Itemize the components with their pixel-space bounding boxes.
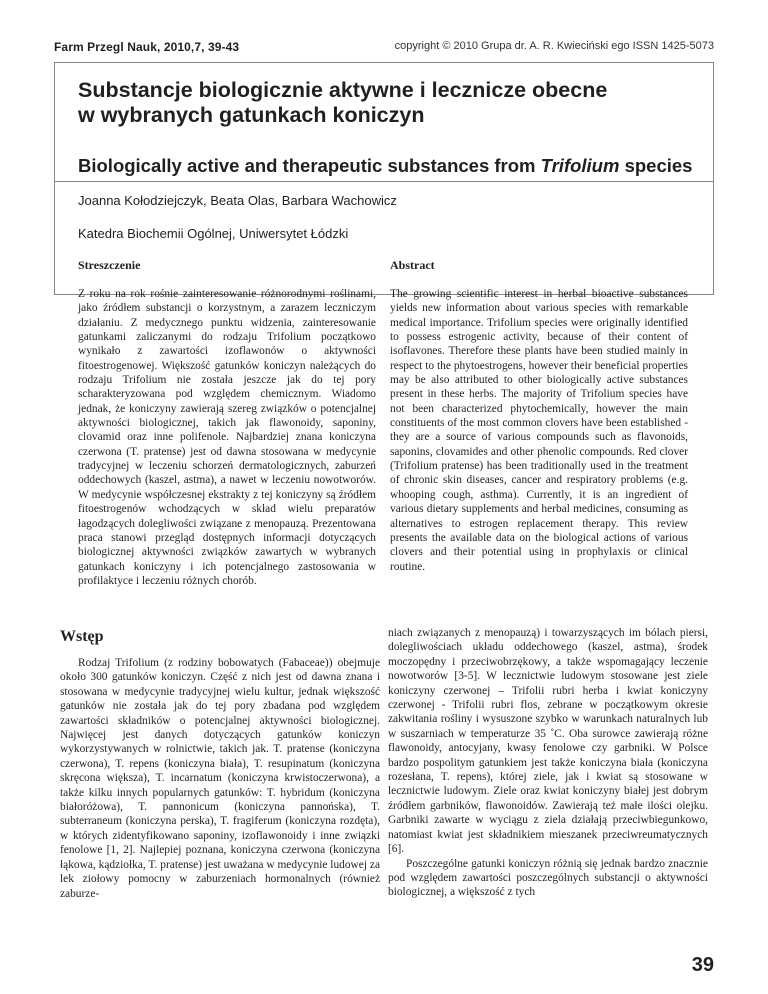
section-heading-intro: Wstęp bbox=[60, 628, 104, 645]
abstract-polish-text: Z roku na rok rośnie zainteresowanie różnorodnymi roślinami, jako źródłem substancji o korzystnym, a zarazem leczniczym działaniu. Z medycznego punktu widzenia, zainteresowanie gatunkami zaliczanymi do rodzaju Trifolium początkowo wynikało z zawartości izoflawonów o aktywności fitoestrogenowej. Większość gatunków koniczyn należących do rodzaju Trifolium nie została jeszcze jak do tej pory scharakteryzowana pod względem chemicznym. Wiadomo jednak, że koniczyny zawierają szereg związków o potencjalnej aktywności biologicznej, takich jak flawonoidy, saponiny, clovamid oraz inne polifenole. Najbardziej znana koniczyna czerwona (T. pratense) jest od dawna stosowana w medycynie tradycyjnej w leczeniu schorzeń dermatologicznych, zaburzeń oddechowych (kaszel, astma), a nawet w leczeniu nowotworów. W medycynie współczesnej ekstrakty z tej koniczyny są źródłem fitoestrogenów wchodzących w skład wielu preparatów łagodzących dolegliwości związane z menopauzą. Prezentowana praca stanowi przegląd dostępnych informacji dotyczących biologicznej aktywności związków zawartych w wybranych gatunkach koniczyny i ich potencjalnego zastosowania w profilaktyce i leczeniu różnych chorób. bbox=[78, 288, 376, 587]
abstract-english-heading: Abstract bbox=[390, 258, 435, 272]
abstract-polish-heading: Streszczenie bbox=[78, 258, 141, 272]
page-number: 39 bbox=[691, 954, 714, 976]
title-polish bbox=[78, 78, 698, 128]
divider bbox=[54, 181, 714, 182]
abstract-english-text: The growing scientific interest in herbal bioactive substances yields new information about various species with remarkable medical importance. Trifolium species were originally identified to possess estrogenic activity, because of their content of isoflavones. Therefore these plants have been studied mainly in respect to the phytoestrogens, however their beneficial properties may be also attributed to other biologically active substances present in these herbs. The majority of Trifolium species have not been characterized phytochemically, however the main constituents of the most common clovers have been established - they are a source of various compounds such as flavonoids, saponins, clovamides and other phenolic compounds. Red clover (Trifolium pratense) has been traditionally used in the treatment of chronic skin diseases, cancer and respiratory problems (e.g. whooping cough, asthma). Currently, it is an ingredient of various dietary supplements and herbal medicines, consuming as alternatives to estrogen replacement therapy. This review presents the available data on the biological actions of various clovers and their potential using in prophylaxis or clinical routine. bbox=[390, 288, 688, 573]
paragraph: Rodzaj Trifolium (z rodziny bobowatych (Fabaceae)) obejmuje około 300 gatunków koniczyn. Część z nich jest od dawna znana i stosowana w medycynie tradycyjnej wielu kultur, jednak większość gatunków nie została jak do tej pory zbadana pod względem zawartości składników o potencjalnej aktywności biologicznej. Najwięcej jest danych dotyczących gatunków koniczyn wykorzystywanych w rolnictwie, takich jak. T. pratense (koniczyna czerwona), T. repens (koniczyna biała), T. resupinatum (koniczyna skręcona większa), T. incarnatum (koniczyna krwistoczerwona), a także kilku innych popularnych gatunków: T. hybridum (koniczyna białoróżowa), T. pannonicum (koniczyna pannońska), T. subterraneum (koniczyna perska), T. fragiferum (koniczyna rozdęta), w których zidentyfikowano saponiny, izoflawonoidy i inne związki fenolowe [1, 2]. Najlepiej poznana, koniczyna czerwona (koniczyna łąkowa, kądziołka, T. pratense) jest uważana w medycynie ludowej za lek ziołowy pomocny w zaburzeniach hormonalnych (również zaburze- bbox=[60, 657, 380, 900]
abstract-english bbox=[390, 258, 694, 276]
body-column-left bbox=[60, 656, 380, 901]
title-english bbox=[78, 154, 718, 178]
title-english-part2: species bbox=[619, 155, 693, 176]
journal-citation: Farm Przegl Nauk, 2010,7, 39-43 bbox=[54, 40, 240, 54]
title-english-part1: Biologically active and therapeutic substances from bbox=[78, 155, 541, 176]
paragraph: niach związanych z menopauzą) i towarzyszących im bólach piersi, dolegliwościach układu oddechowego (kaszel, astma), środek moczopędny i przeciwobrzękowy, a także wspomagający leczenie nowotworów [3-5]. W lecznictwie ludowym stosowane jest ziele koniczyny czerwonej – Trifolii rubri herba i kwiat koniczyny czerwonej - Trifolii rubri flos, zebrane w początkowym okresie zakwitania rośliny i wysuszone szybko w warunkach naturalnych lub w suszarniach w temperaturze 35 ˚C. Oba surowce zawierają różne flawonoidy, antocyjany, kwasy fenolowe czy garbniki. W Polsce bardzo pospolitym gatunkiem jest także koniczyna biała (koniczyna rozesłana, T. repens), której ziele, jak i kwiat są stosowane w lecznictwie ludowym. Ziele oraz kwiat koniczyny białej jest dobrym źródłem garbników, flawonoidów. Zawierają też małe ilości olejku. Garbniki zawarte w wyciągu z ziela działają przeciwbiegunkowo, natomiast kwiat jest składnikiem mieszanek przeciwreumatycznych [6]. bbox=[388, 627, 708, 856]
authors: Joanna Kołodziejczyk, Beata Olas, Barbara Wachowicz bbox=[78, 193, 397, 208]
body-column-right bbox=[388, 626, 708, 900]
title-polish-line1: Substancje biologicznie aktywne i lecznicze obecne bbox=[78, 78, 608, 102]
abstract-polish bbox=[78, 258, 382, 276]
copyright-line: copyright © 2010 Grupa dr. A. R. Kwieciński ego ISSN 1425-5073 bbox=[394, 40, 714, 52]
affiliation: Katedra Biochemii Ogólnej, Uniwersytet Łódzki bbox=[78, 226, 349, 241]
title-polish-line2: w wybranych gatunkach koniczyn bbox=[78, 103, 425, 127]
paragraph: Poszczególne gatunki koniczyn różnią się jednak bardzo znacznie pod względem zawartości poszczególnych substancji o aktywności biologicznej, a większość z tych bbox=[388, 857, 708, 899]
title-english-genus: Trifolium bbox=[540, 155, 620, 176]
